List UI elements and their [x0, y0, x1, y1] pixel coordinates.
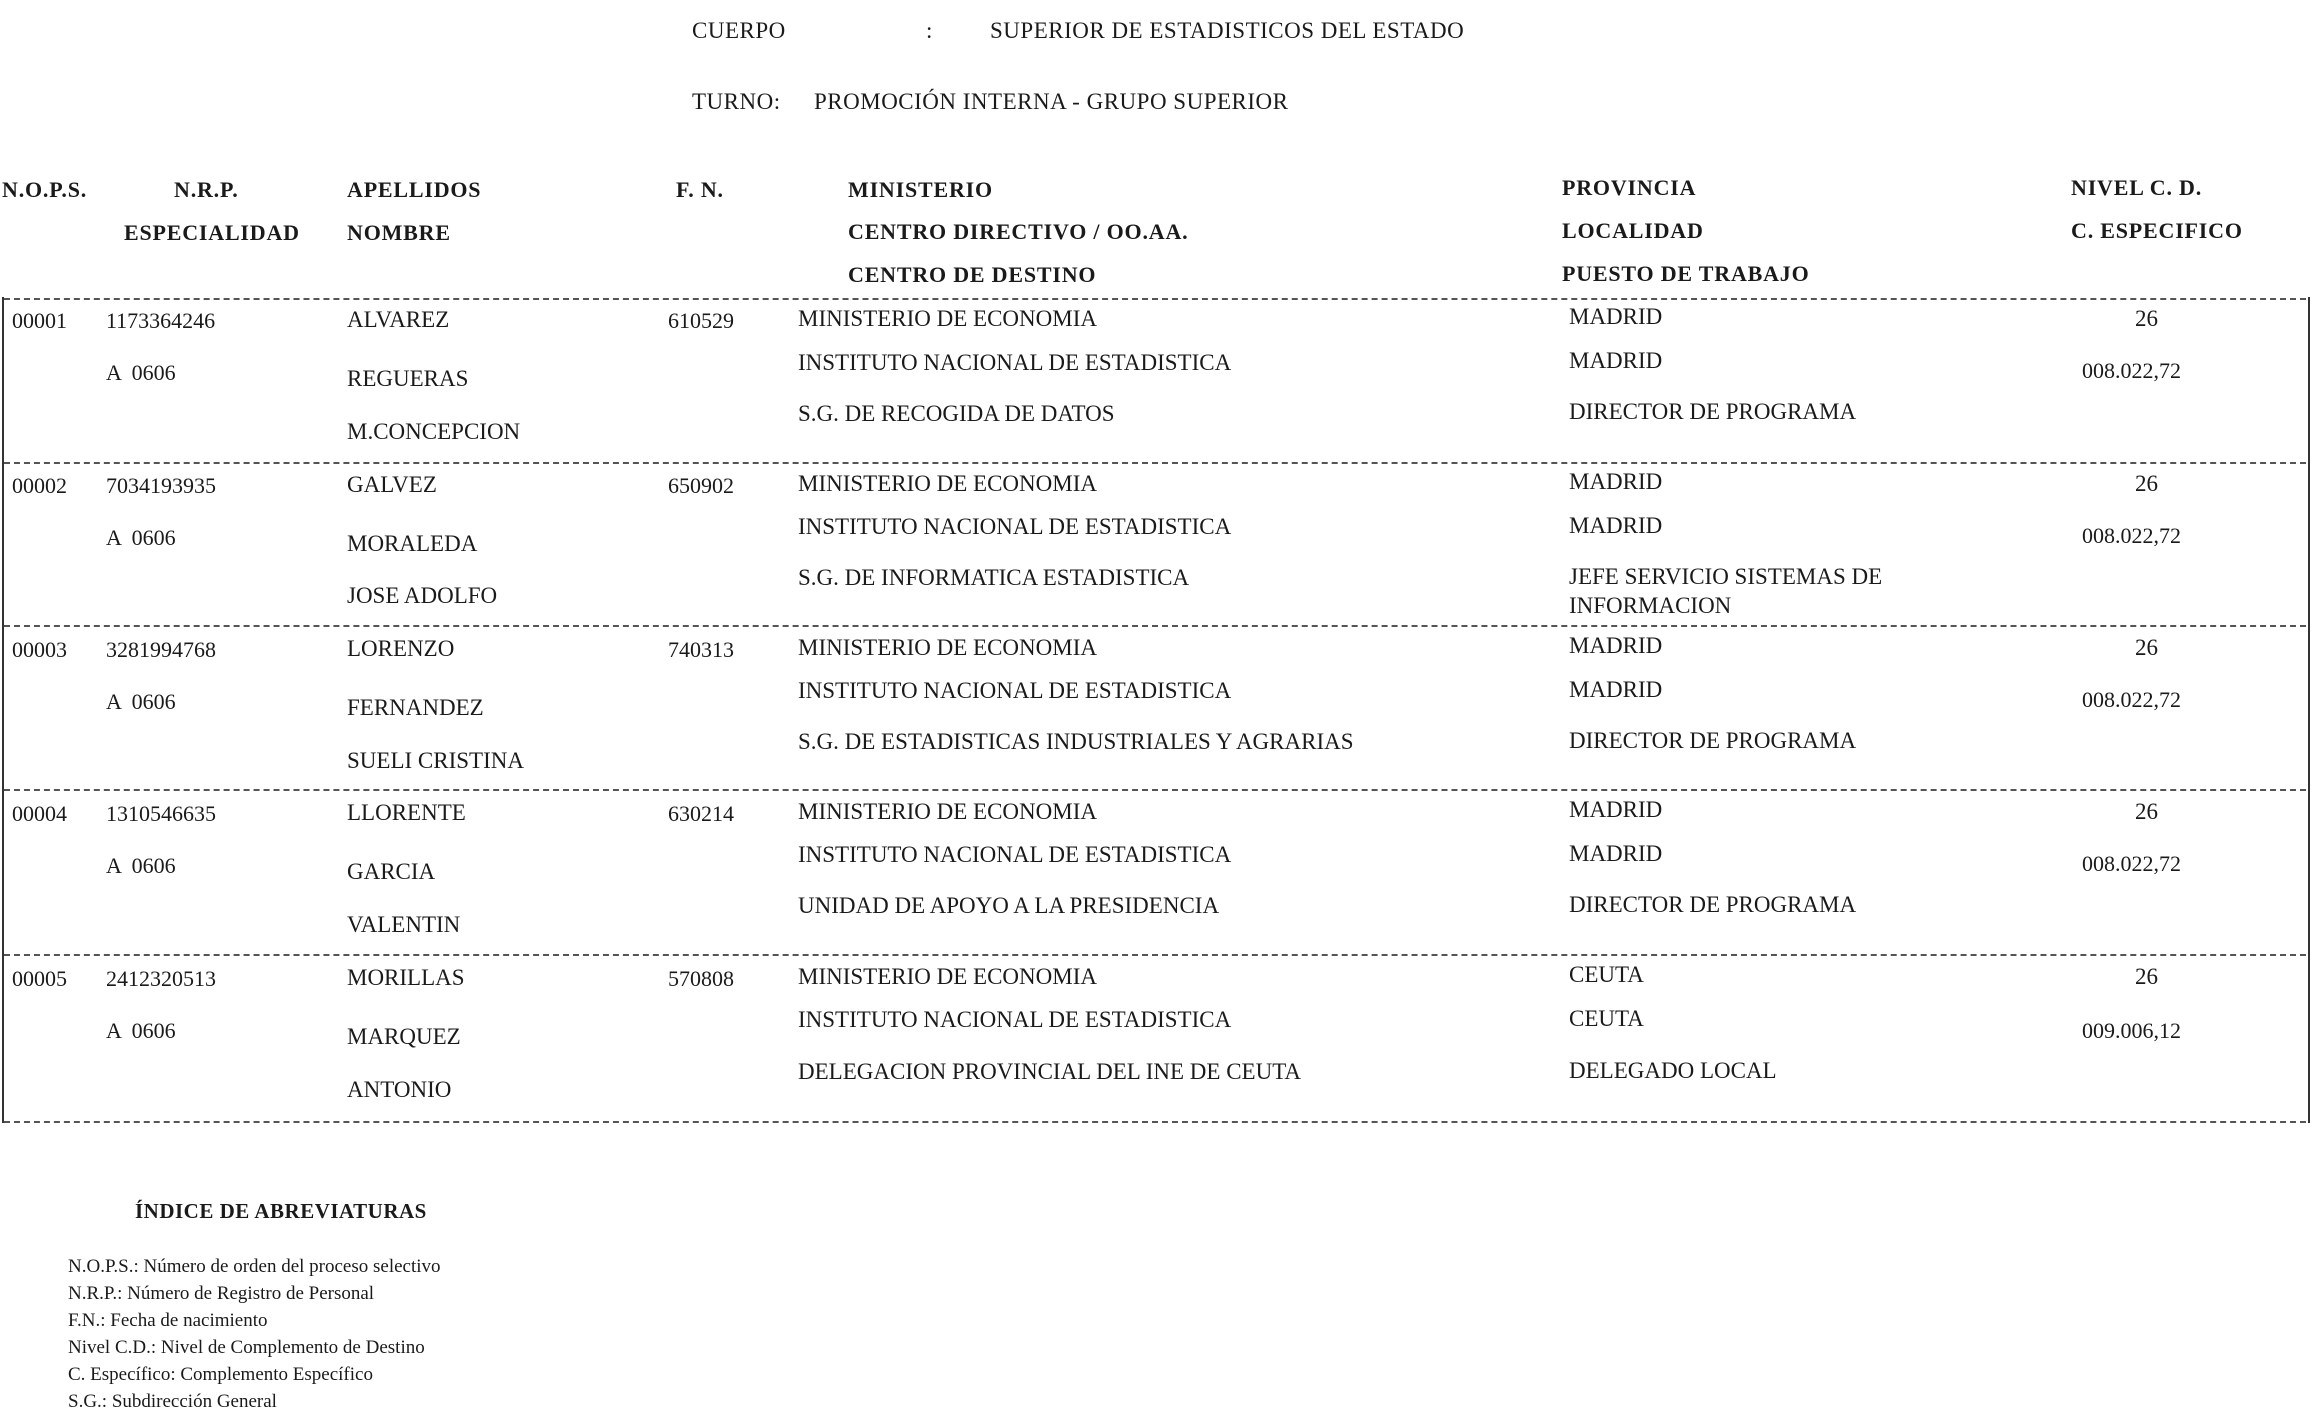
row-nombre: JOSE ADOLFO — [347, 583, 498, 608]
row-provincia: MADRID — [1569, 633, 1663, 658]
row-ministerio: MINISTERIO DE ECONOMIA — [798, 635, 1097, 660]
row-puesto: DIRECTOR DE PROGRAMA — [1569, 892, 1857, 917]
row-provincia: MADRID — [1569, 797, 1663, 822]
cuerpo-label: CUERPO — [692, 18, 786, 43]
row-nivel: 26 — [2135, 799, 2158, 824]
index-line: N.R.P.: Número de Registro de Personal — [68, 1283, 375, 1304]
row-apellido2: MORALEDA — [347, 531, 478, 556]
row-localidad: MADRID — [1569, 677, 1663, 702]
row-apellido2: GARCIA — [347, 859, 436, 884]
row-nrp: 1173364246 — [106, 308, 216, 333]
table-row — [0, 298, 2319, 463]
row-nombre: ANTONIO — [347, 1077, 452, 1102]
table-row — [0, 791, 2319, 956]
row-provincia: CEUTA — [1569, 962, 1644, 987]
row-fn: 570808 — [668, 966, 734, 991]
row-ministerio: MINISTERIO DE ECONOMIA — [798, 306, 1097, 331]
index-line: N.O.P.S.: Número de orden del proceso selectivo — [68, 1256, 441, 1277]
index-line: S.G.: Subdirección General — [68, 1391, 277, 1412]
table-row — [0, 463, 2319, 628]
col-header-provincia: PROVINCIA — [1562, 175, 1697, 200]
table-row — [0, 627, 2319, 792]
row-nivel: 26 — [2135, 306, 2158, 331]
row-puesto: DIRECTOR DE PROGRAMA — [1569, 728, 1857, 753]
index-line: Nivel C.D.: Nivel de Complemento de Destino — [68, 1337, 425, 1358]
row-localidad: MADRID — [1569, 513, 1663, 538]
col-header-especialidad: ESPECIALIDAD — [124, 220, 300, 245]
row-especifico: 008.022,72 — [2082, 851, 2181, 876]
row-fn: 610529 — [668, 308, 734, 333]
row-nrp: 1310546635 — [106, 801, 216, 826]
col-header-centro-directivo: CENTRO DIRECTIVO / OO.AA. — [848, 219, 1189, 244]
row-apellido1: LORENZO — [347, 636, 455, 661]
row-centro-destino: DELEGACION PROVINCIAL DEL INE DE CEUTA — [798, 1059, 1302, 1084]
row-apellido1: LLORENTE — [347, 800, 466, 825]
col-header-ministerio: MINISTERIO — [848, 177, 993, 202]
row-especialidad: A 0606 — [106, 689, 176, 714]
row-nops: 00005 — [12, 966, 67, 991]
row-nrp: 3281994768 — [106, 637, 216, 662]
col-header-nops: N.O.P.S. — [2, 177, 88, 202]
row-especialidad: A 0606 — [106, 853, 176, 878]
row-nops: 00001 — [12, 308, 67, 333]
cuerpo-value: SUPERIOR DE ESTADISTICOS DEL ESTADO — [990, 18, 1465, 43]
row-provincia: MADRID — [1569, 469, 1663, 494]
row-ministerio: MINISTERIO DE ECONOMIA — [798, 964, 1097, 989]
cuerpo-separator: : — [926, 18, 933, 43]
row-centro-destino: S.G. DE ESTADISTICAS INDUSTRIALES Y AGRARIAS — [798, 729, 1354, 754]
row-centro-directivo: INSTITUTO NACIONAL DE ESTADISTICA — [798, 842, 1232, 867]
row-localidad: MADRID — [1569, 348, 1663, 373]
row-centro-destino: UNIDAD DE APOYO A LA PRESIDENCIA — [798, 893, 1220, 918]
row-nombre: VALENTIN — [347, 912, 461, 937]
row-apellido2: REGUERAS — [347, 366, 469, 391]
row-nivel: 26 — [2135, 471, 2158, 496]
col-header-nombre: NOMBRE — [347, 220, 451, 245]
row-centro-directivo: INSTITUTO NACIONAL DE ESTADISTICA — [798, 678, 1232, 703]
row-especialidad: A 0606 — [106, 360, 176, 385]
row-nivel: 26 — [2135, 964, 2158, 989]
table-row — [0, 956, 2319, 1121]
row-especifico: 008.022,72 — [2082, 687, 2181, 712]
col-header-puesto: PUESTO DE TRABAJO — [1562, 261, 1810, 286]
row-fn: 630214 — [668, 801, 734, 826]
col-header-especifico: C. ESPECIFICO — [2071, 218, 2243, 243]
col-header-nivel: NIVEL C. D. — [2071, 175, 2203, 200]
row-puesto: DIRECTOR DE PROGRAMA — [1569, 399, 1857, 424]
index-line: C. Específico: Complemento Específico — [68, 1364, 373, 1385]
row-nombre: SUELI CRISTINA — [347, 748, 524, 773]
row-nrp: 7034193935 — [106, 473, 216, 498]
row-especifico: 008.022,72 — [2082, 358, 2181, 383]
row-centro-directivo: INSTITUTO NACIONAL DE ESTADISTICA — [798, 1007, 1232, 1032]
row-puesto: DELEGADO LOCAL — [1569, 1058, 1777, 1083]
row-ministerio: MINISTERIO DE ECONOMIA — [798, 799, 1097, 824]
row-centro-directivo: INSTITUTO NACIONAL DE ESTADISTICA — [798, 514, 1232, 539]
index-line: F.N.: Fecha de nacimiento — [68, 1310, 268, 1331]
col-header-fn: F. N. — [676, 177, 724, 202]
row-centro-directivo: INSTITUTO NACIONAL DE ESTADISTICA — [798, 350, 1232, 375]
row-nombre: M.CONCEPCION — [347, 419, 521, 444]
row-localidad: MADRID — [1569, 841, 1663, 866]
col-header-centro-destino: CENTRO DE DESTINO — [848, 262, 1097, 287]
row-nrp: 2412320513 — [106, 966, 216, 991]
col-header-nrp: N.R.P. — [174, 177, 239, 202]
index-title: ÍNDICE DE ABREVIATURAS — [135, 1199, 427, 1223]
row-ministerio: MINISTERIO DE ECONOMIA — [798, 471, 1097, 496]
row-fn: 740313 — [668, 637, 734, 662]
row-apellido2: MARQUEZ — [347, 1024, 461, 1049]
col-header-apellidos: APELLIDOS — [347, 177, 482, 202]
row-nivel: 26 — [2135, 635, 2158, 660]
turno-label: TURNO: — [692, 89, 781, 114]
row-apellido2: FERNANDEZ — [347, 695, 484, 720]
row-nops: 00002 — [12, 473, 67, 498]
row-nops: 00004 — [12, 801, 67, 826]
row-centro-destino: S.G. DE INFORMATICA ESTADISTICA — [798, 565, 1190, 590]
row-apellido1: ALVAREZ — [347, 307, 450, 332]
row-nops: 00003 — [12, 637, 67, 662]
row-especifico: 008.022,72 — [2082, 523, 2181, 548]
row-puesto: JEFE SERVICIO SISTEMAS DE — [1569, 564, 1883, 589]
col-header-localidad: LOCALIDAD — [1562, 218, 1704, 243]
row-apellido1: MORILLAS — [347, 965, 465, 990]
row-centro-destino: S.G. DE RECOGIDA DE DATOS — [798, 401, 1115, 426]
row-separator — [4, 1121, 2306, 1123]
row-provincia: MADRID — [1569, 304, 1663, 329]
row-especialidad: A 0606 — [106, 1018, 176, 1043]
row-localidad: CEUTA — [1569, 1006, 1644, 1031]
row-especialidad: A 0606 — [106, 525, 176, 550]
row-apellido1: GALVEZ — [347, 472, 437, 497]
row-especifico: 009.006,12 — [2082, 1018, 2181, 1043]
row-puesto-line2: INFORMACION — [1569, 593, 1732, 618]
turno-value: PROMOCIÓN INTERNA - GRUPO SUPERIOR — [814, 89, 1289, 114]
row-fn: 650902 — [668, 473, 734, 498]
